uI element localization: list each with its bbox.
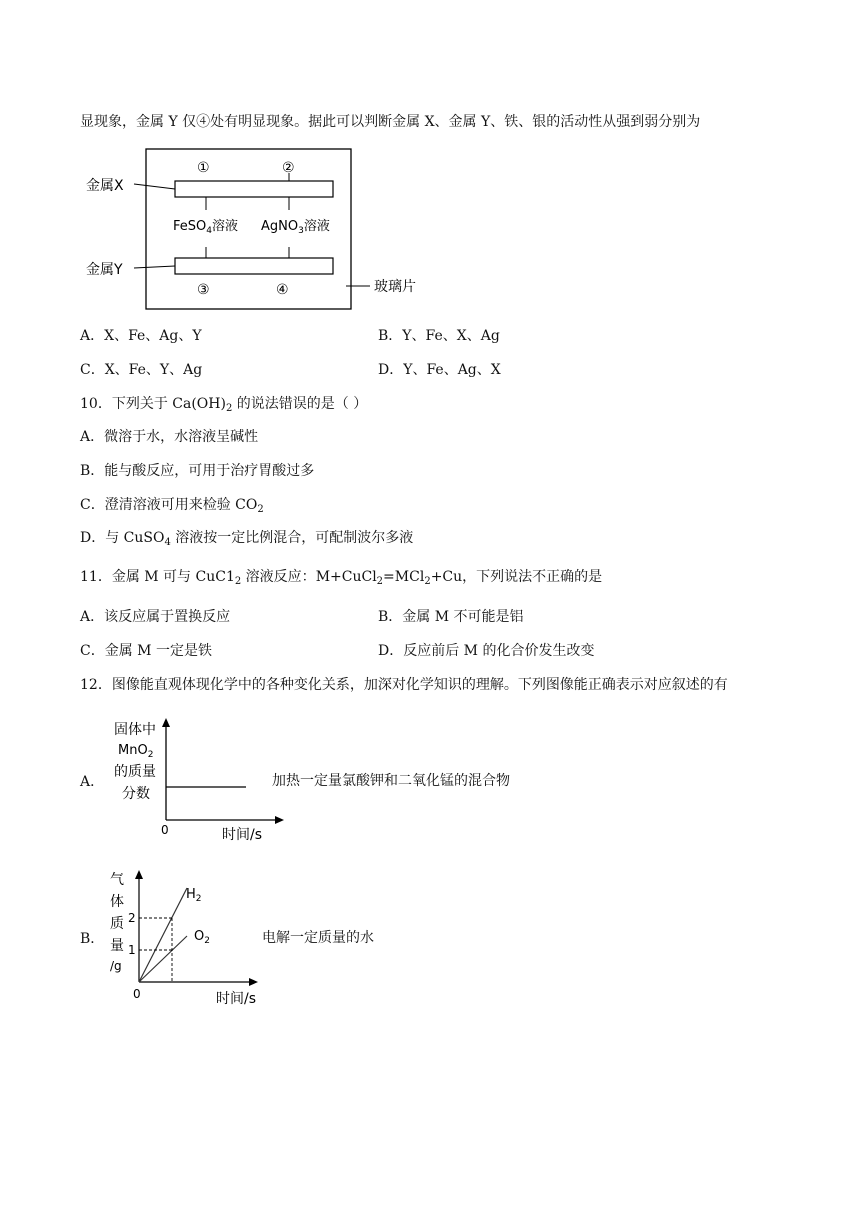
q12-option-a-label: A．: [80, 774, 105, 790]
graph-b-origin: 0: [133, 987, 141, 1001]
q11-option-b: B．金属 M 不可能是铝: [378, 609, 524, 625]
graph-b-xlabel: 时间/s: [216, 991, 257, 1007]
q9-option-b: B．Y、Fe、X、Ag: [378, 328, 500, 344]
graph-a-ylabel-2: MnO$_2$: [118, 743, 154, 760]
q12-option-b-label: B．: [80, 931, 105, 947]
q12-option-a-desc: 加热一定量氯酸钾和二氧化锰的混合物: [272, 773, 510, 789]
graph-a-ylabel-4: 分数: [122, 786, 150, 802]
graph-b: [102, 862, 272, 1010]
circle-1: ①: [197, 160, 210, 176]
circle-3: ③: [197, 282, 210, 298]
metal-y-label: 金属Y: [86, 262, 123, 278]
circle-4: ④: [276, 282, 289, 298]
q12-stem: 12．图像能直观体现化学中的各种变化关系，加深对化学知识的理解。下列图像能正确表示对应叙述的有: [80, 677, 728, 693]
metal-x-strip: [175, 181, 333, 197]
q11-option-d: D．反应前后 M 的化合价发生改变: [378, 643, 595, 659]
graph-a-ylabel-3: 的质量: [114, 764, 156, 780]
circle-2: ②: [282, 160, 295, 176]
q10-option-b: B．能与酸反应，可用于治疗胃酸过多: [80, 463, 315, 479]
o2-label: $O_2$: [194, 929, 210, 946]
glass-label: 玻璃片: [374, 279, 416, 295]
graph-b-ylabel-3: 质: [110, 916, 124, 932]
graph-b-ylabel-2: 体: [110, 894, 124, 910]
graph-b-tick-1: 1: [128, 943, 136, 957]
q9-option-d: D．Y、Fe、Ag、X: [378, 362, 501, 378]
graph-b-tick-2: 2: [128, 911, 136, 925]
h2-label: $H_2$: [186, 887, 202, 904]
metal-y-strip: [175, 258, 333, 274]
q10-option-c: C．澄清溶液可用来检验 $CO_2$: [80, 497, 264, 515]
graph-b-ylabel-5: /g: [110, 959, 122, 973]
graph-b-ylabel-4: 量: [110, 938, 124, 954]
q10-option-d: D．与 CuSO$_4$ 溶液按一定比例混合，可配制波尔多液: [80, 530, 414, 548]
graph-a-origin: 0: [161, 823, 169, 837]
q12-option-b-desc: 电解一定质量的水: [262, 930, 374, 946]
q11-option-c: C．金属 M 一定是铁: [80, 643, 212, 659]
q11-equation: M+CuCl$_2$=MCl$_2$+Cu: [315, 569, 463, 587]
metal-activity-diagram: [84, 148, 444, 313]
q9-option-a: A．X、Fe、Ag、Y: [80, 328, 202, 344]
graph-a: [108, 712, 288, 844]
graph-b-ylabel-1: 气: [110, 872, 124, 888]
q11-stem: 11．金属 M 可与 $CuC1_2$ 溶液反应：M+CuCl$_2$=MCl$_2$+Cu，下列说法不正确的是: [80, 569, 603, 587]
q9-option-c: C．X、Fe、Y、Ag: [80, 362, 203, 378]
o2-line: [139, 936, 187, 982]
metal-x-label: 金属X: [86, 178, 124, 194]
agno3-label: AgNO$_3$溶液: [261, 219, 330, 236]
q10-stem: 10．下列关于 $Ca(OH)_2$ 的说法错误的是（ ）: [80, 396, 368, 414]
feso4-label: FeSO$_4$溶液: [173, 219, 238, 236]
q10-option-a: A．微溶于水，水溶液呈碱性: [80, 429, 259, 445]
h2-line: [139, 888, 187, 982]
q11-option-a: A．该反应属于置换反应: [80, 609, 231, 625]
graph-a-xlabel: 时间/s: [222, 827, 263, 843]
q9-stem-tail: 显现象，金属 Y 仅④处有明显现象。据此可以判断金属 X、金属 Y、铁、银的活动性从强到弱分别为: [80, 114, 701, 130]
graph-a-ylabel-1: 固体中: [114, 722, 156, 738]
